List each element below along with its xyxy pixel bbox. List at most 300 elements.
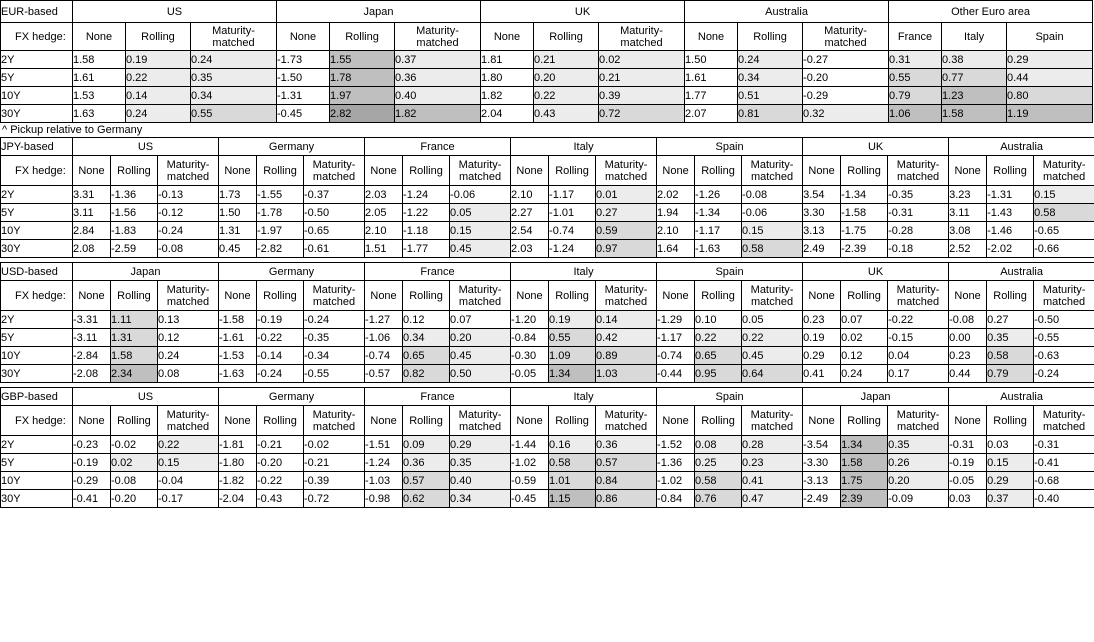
data-cell: 0.17 [888,365,949,383]
column-header: None [511,156,549,186]
table-row [1,365,1094,383]
data-cell: 1.58 [942,105,1007,123]
data-cell: 1.94 [657,204,695,222]
data-cell: 0.19 [549,311,596,329]
data-cell: 0.19 [126,51,191,69]
data-cell: -0.65 [304,222,365,240]
data-cell: -0.24 [1034,365,1094,383]
data-cell: 0.44 [949,365,987,383]
column-group-header: UK [803,138,949,156]
data-cell: -0.29 [73,472,111,490]
data-cell: -0.12 [158,204,219,222]
data-cell: 1.78 [330,69,395,87]
column-header: Maturity-matched [450,281,511,311]
table-block [0,387,1094,512]
column-header: Rolling [841,156,888,186]
data-cell: 2.10 [511,186,549,204]
data-cell: -1.58 [841,204,888,222]
fx-hedge-label: FX hedge: [1,156,73,186]
data-cell: 1.82 [395,105,481,123]
column-header: None [73,23,126,51]
data-cell: 3.23 [949,186,987,204]
data-cell: -0.72 [304,490,365,508]
column-header: Maturity-matched [1034,406,1094,436]
data-cell: 0.24 [158,347,219,365]
column-header: Maturity-matched [304,406,365,436]
data-cell: -1.26 [695,186,742,204]
data-cell: 1.03 [596,365,657,383]
column-header: Maturity-matched [304,281,365,311]
data-cell: 0.55 [549,329,596,347]
data-cell: 0.34 [450,490,511,508]
data-cell: -1.50 [277,69,330,87]
data-cell: -0.08 [742,186,803,204]
table-row [1,186,1094,204]
data-cell: 0.64 [742,365,803,383]
table-row [1,105,1093,123]
column-group-header: Australia [685,1,889,23]
data-cell: -0.29 [803,87,889,105]
data-cell: 0.21 [599,69,685,87]
column-group-header: UK [481,1,685,23]
data-cell: 0.47 [742,490,803,508]
data-cell: -0.20 [111,490,158,508]
data-cell: -0.06 [450,186,511,204]
base-currency-label: GBP-based [1,388,73,406]
data-cell: 0.37 [395,51,481,69]
data-cell: -1.17 [657,329,695,347]
column-group-header: France [365,263,511,281]
table-row [1,240,1094,258]
data-cell: -3.13 [803,472,841,490]
data-cell: -0.02 [304,436,365,454]
data-cell: 0.15 [987,454,1034,472]
data-cell: -0.61 [304,240,365,258]
data-cell: -1.03 [365,472,403,490]
data-cell: 0.16 [549,436,596,454]
data-cell: 0.40 [450,472,511,490]
data-cell: 0.79 [987,365,1034,383]
data-cell: -0.57 [365,365,403,383]
table-row [1,87,1093,105]
data-cell: 2.54 [511,222,549,240]
column-header: None [657,281,695,311]
data-cell: -2.02 [987,240,1034,258]
data-cell: 2.27 [511,204,549,222]
data-cell: 0.14 [596,311,657,329]
table-row [1,347,1094,365]
data-cell: -0.27 [803,51,889,69]
data-cell: -0.24 [158,222,219,240]
data-cell: -0.84 [657,490,695,508]
data-cell: 0.45 [450,240,511,258]
data-cell: 1.50 [219,204,257,222]
tenor-label: 2Y [1,186,73,204]
data-cell: 0.82 [403,365,450,383]
table-row [1,51,1093,69]
data-cell: -2.49 [803,490,841,508]
data-table [0,262,1094,383]
column-group-header: UK [803,263,949,281]
data-cell: 0.07 [450,311,511,329]
data-cell: -0.65 [1034,222,1094,240]
column-header: None [685,23,738,51]
data-cell: 2.03 [365,186,403,204]
data-cell: 0.97 [596,240,657,258]
column-header: Maturity-matched [1034,281,1094,311]
data-cell: 1.61 [73,69,126,87]
table-row [1,454,1094,472]
data-cell: 0.89 [596,347,657,365]
table-row [1,311,1094,329]
column-group-header: Australia [949,263,1094,281]
data-cell: 0.27 [596,204,657,222]
column-header: Maturity-matched [599,23,685,51]
data-cell: 0.84 [596,472,657,490]
column-header: None [657,406,695,436]
data-cell: -0.59 [511,472,549,490]
data-cell: 0.45 [450,347,511,365]
tenor-label: 10Y [1,222,73,240]
column-header: None [481,23,534,51]
data-cell: -1.17 [549,186,596,204]
data-cell: -1.63 [695,240,742,258]
data-cell: 1.51 [365,240,403,258]
data-cell: 0.22 [742,329,803,347]
data-cell: -0.74 [549,222,596,240]
data-cell: 0.36 [395,69,481,87]
column-header: None [277,23,330,51]
data-cell: 0.12 [841,347,888,365]
data-cell: 0.58 [695,472,742,490]
column-header: Maturity-matched [888,281,949,311]
data-cell: 0.37 [987,490,1034,508]
data-cell: 0.02 [111,454,158,472]
data-cell: 0.44 [1007,69,1093,87]
data-cell: -1.18 [403,222,450,240]
data-cell: 0.32 [803,105,889,123]
data-cell: 3.11 [73,204,111,222]
data-cell: 2.84 [73,222,111,240]
data-cell: 0.20 [534,69,599,87]
data-cell: -0.24 [257,365,304,383]
data-cell: 0.28 [742,436,803,454]
data-cell: -0.66 [1034,240,1094,258]
data-cell: -1.78 [257,204,304,222]
data-cell: -0.14 [257,347,304,365]
column-header: None [73,281,111,311]
column-header: Maturity-matched [742,281,803,311]
data-cell: 0.12 [158,329,219,347]
data-cell: 0.31 [889,51,942,69]
data-cell: 0.22 [534,87,599,105]
column-group-header: Italy [511,138,657,156]
data-cell: 0.08 [695,436,742,454]
data-cell: -1.61 [219,329,257,347]
data-cell: 0.65 [403,347,450,365]
data-cell: -0.55 [1034,329,1094,347]
data-cell: -1.80 [219,454,257,472]
data-cell: -0.24 [304,311,365,329]
data-cell: 2.52 [949,240,987,258]
data-cell: -0.31 [949,436,987,454]
column-header: Rolling [549,281,596,311]
data-cell: 0.55 [889,69,942,87]
data-cell: -1.43 [987,204,1034,222]
data-cell: 1.81 [481,51,534,69]
data-cell: 3.30 [803,204,841,222]
data-cell: 0.22 [126,69,191,87]
column-group-header: Japan [277,1,481,23]
column-group-header: Germany [219,388,365,406]
column-header: None [949,406,987,436]
column-header: France [889,23,942,51]
data-cell: -0.19 [257,311,304,329]
data-cell: -0.21 [257,436,304,454]
data-cell: 0.59 [596,222,657,240]
column-group-header: Australia [949,388,1094,406]
data-cell: 0.34 [191,87,277,105]
data-cell: 0.15 [1034,186,1094,204]
data-cell: -2.82 [257,240,304,258]
data-cell: 2.10 [365,222,403,240]
column-header: Maturity-matched [158,156,219,186]
data-cell: 0.10 [695,311,742,329]
data-cell: -0.23 [73,436,111,454]
data-cell: 3.54 [803,186,841,204]
column-header: Rolling [126,23,191,51]
column-header: Rolling [738,23,803,51]
data-cell: 0.79 [889,87,942,105]
data-cell: 3.08 [949,222,987,240]
data-cell: 0.81 [738,105,803,123]
column-header: Rolling [111,406,158,436]
data-cell: -1.22 [403,204,450,222]
data-cell: -0.19 [73,454,111,472]
column-header: None [365,281,403,311]
data-cell: 1.97 [330,87,395,105]
data-cell: -1.17 [695,222,742,240]
column-header: None [219,281,257,311]
data-cell: -1.36 [111,186,158,204]
data-cell: -1.63 [219,365,257,383]
data-cell: -0.45 [277,105,330,123]
data-cell: 1.58 [73,51,126,69]
column-header: Maturity-matched [158,281,219,311]
data-cell: 0.29 [1007,51,1093,69]
column-header: Rolling [403,406,450,436]
data-cell: 1.34 [549,365,596,383]
data-cell: -0.04 [158,472,219,490]
data-cell: 0.58 [549,454,596,472]
column-group-header: Australia [949,138,1094,156]
data-cell: 0.36 [403,454,450,472]
data-cell: 2.34 [111,365,158,383]
tenor-label: 30Y [1,105,73,123]
data-cell: -0.22 [888,311,949,329]
data-cell: -1.31 [987,186,1034,204]
data-cell: -0.84 [511,329,549,347]
data-cell: -1.81 [219,436,257,454]
column-group-header: Germany [219,263,365,281]
data-cell: -0.41 [1034,454,1094,472]
data-cell: 1.61 [685,69,738,87]
data-cell: -1.73 [277,51,330,69]
data-cell: -0.63 [1034,347,1094,365]
data-cell: 0.15 [742,222,803,240]
tenor-label: 30Y [1,240,73,258]
data-cell: 0.65 [695,347,742,365]
data-cell: 2.08 [73,240,111,258]
data-cell: -1.51 [365,436,403,454]
column-group-header: US [73,1,277,23]
data-cell: -1.24 [365,454,403,472]
data-cell: -1.31 [277,87,330,105]
table-row [1,222,1094,240]
data-cell: -0.15 [888,329,949,347]
data-cell: -0.39 [304,472,365,490]
data-cell: -0.09 [888,490,949,508]
data-cell: 2.49 [803,240,841,258]
data-cell: -0.98 [365,490,403,508]
data-cell: 3.31 [73,186,111,204]
data-cell: -1.01 [549,204,596,222]
data-cell: 1.09 [549,347,596,365]
data-cell: 0.35 [888,436,949,454]
data-cell: -0.50 [304,204,365,222]
data-cell: 0.00 [949,329,987,347]
data-cell: 0.42 [596,329,657,347]
data-cell: -0.40 [1034,490,1094,508]
column-group-header: Other Euro area [889,1,1093,23]
data-cell: 2.04 [481,105,534,123]
column-header: Rolling [987,281,1034,311]
tenor-label: 30Y [1,365,73,383]
data-cell: 0.77 [942,69,1007,87]
data-cell: -0.74 [657,347,695,365]
data-cell: -0.21 [304,454,365,472]
data-cell: -2.39 [841,240,888,258]
column-header: Rolling [549,406,596,436]
data-table [0,137,1094,258]
data-cell: 2.39 [841,490,888,508]
tenor-label: 10Y [1,472,73,490]
data-cell: -1.58 [219,311,257,329]
data-cell: 2.07 [685,105,738,123]
column-header: Rolling [987,406,1034,436]
column-header: Maturity-matched [596,156,657,186]
data-cell: -1.24 [403,186,450,204]
data-cell: 0.02 [599,51,685,69]
column-header: None [803,281,841,311]
data-cell: 0.36 [596,436,657,454]
column-header: Maturity-matched [191,23,277,51]
column-header: None [219,406,257,436]
data-cell: -0.44 [657,365,695,383]
data-cell: 0.26 [888,454,949,472]
data-cell: -0.22 [257,472,304,490]
column-header: Maturity-matched [742,406,803,436]
data-cell: 0.08 [158,365,219,383]
column-header: Rolling [987,156,1034,186]
column-group-header: Italy [511,388,657,406]
data-cell: 0.15 [450,222,511,240]
column-header: Maturity-matched [888,156,949,186]
data-cell: -1.20 [511,311,549,329]
column-group-header: France [365,138,511,156]
data-cell: -0.50 [1034,311,1094,329]
table-block [0,262,1094,387]
column-header: Rolling [330,23,395,51]
data-cell: 0.29 [803,347,841,365]
data-cell: -3.31 [73,311,111,329]
data-cell: -2.84 [73,347,111,365]
data-cell: 0.03 [949,490,987,508]
data-cell: 0.80 [1007,87,1093,105]
data-cell: -1.77 [403,240,450,258]
tenor-label: 5Y [1,329,73,347]
data-cell: 2.10 [657,222,695,240]
data-cell: 0.57 [596,454,657,472]
table-row [1,472,1094,490]
data-cell: 0.41 [803,365,841,383]
data-cell: 0.23 [803,311,841,329]
data-cell: -2.08 [73,365,111,383]
data-cell: -0.20 [803,69,889,87]
data-cell: -0.35 [888,186,949,204]
column-group-header: Japan [73,263,219,281]
data-cell: 0.20 [450,329,511,347]
data-cell: 1.23 [942,87,1007,105]
data-cell: 0.95 [695,365,742,383]
data-cell: -1.97 [257,222,304,240]
tenor-label: 5Y [1,69,73,87]
column-header: None [949,156,987,186]
column-header: Maturity-matched [450,406,511,436]
data-cell: 0.24 [126,105,191,123]
data-cell: 0.22 [158,436,219,454]
column-header: Maturity-matched [158,406,219,436]
column-header: Rolling [841,281,888,311]
data-cell: 0.04 [888,347,949,365]
data-cell: -1.36 [657,454,695,472]
footnote: ^ Pickup relative to Germany [2,124,143,136]
data-cell: 0.40 [395,87,481,105]
data-cell: 0.45 [219,240,257,258]
data-cell: 0.20 [888,472,949,490]
column-header: Spain [1007,23,1093,51]
data-cell: -0.08 [949,311,987,329]
column-header: Rolling [257,156,304,186]
data-cell: 0.01 [596,186,657,204]
data-cell: 0.58 [987,347,1034,365]
data-cell: 0.21 [534,51,599,69]
data-cell: 1.19 [1007,105,1093,123]
data-cell: 0.12 [403,311,450,329]
data-cell: -0.37 [304,186,365,204]
data-cell: 0.72 [599,105,685,123]
tenor-label: 2Y [1,436,73,454]
column-header: None [219,156,257,186]
column-header: Maturity-matched [803,23,889,51]
data-cell: -1.34 [841,186,888,204]
column-header: Rolling [695,406,742,436]
data-cell: -0.08 [111,472,158,490]
data-cell: 0.24 [841,365,888,383]
base-currency-label: JPY-based [1,138,73,156]
data-cell: 0.07 [841,311,888,329]
tenor-label: 10Y [1,347,73,365]
